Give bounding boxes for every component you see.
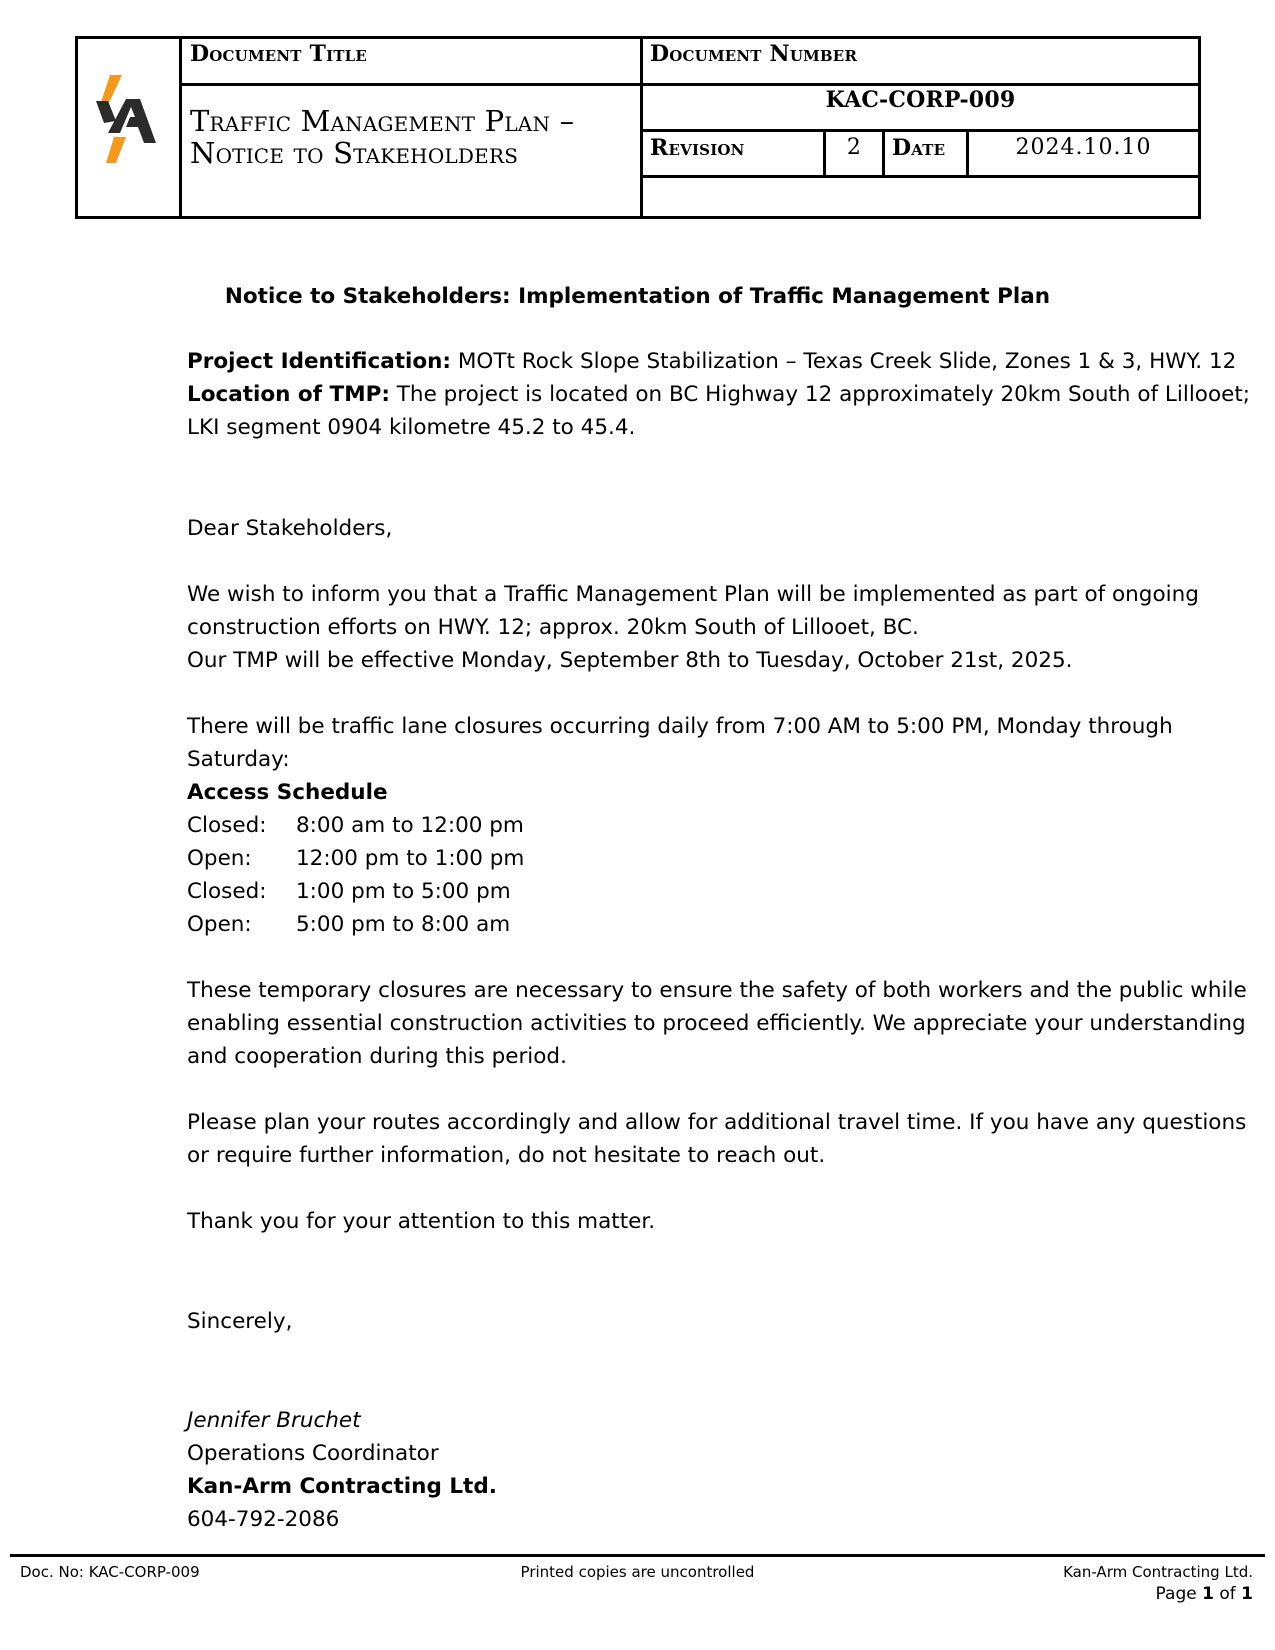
paragraph-4-line1: Please plan your routes accordingly and allow for additional travel time. If you have any questions: [187, 1110, 1247, 1135]
schedule-row: [187, 842, 1207, 875]
salutation: Dear Stakeholders,: [187, 516, 393, 541]
footer-rule: [10, 1554, 1265, 1557]
schedule-status: Open:: [187, 846, 252, 871]
paragraph-2-line2: Saturday:: [187, 747, 290, 772]
phone-number: 604-792-2086: [187, 1507, 340, 1532]
document-number: KAC-CORP-009: [825, 87, 1016, 113]
footer-doc-number: Doc. No: KAC-CORP-009: [20, 1563, 200, 1581]
footer-company: Kan-Arm Contracting Ltd.: [1063, 1563, 1253, 1581]
date-value: 2024.10.10: [1015, 135, 1152, 160]
schedule-heading: Access Schedule: [187, 780, 388, 805]
paragraph-2-line1: There will be traffic lane closures occurring daily from 7:00 AM to 5:00 PM, Monday through: [187, 714, 1173, 739]
thanks-line: Thank you for your attention to this matter.: [187, 1209, 656, 1234]
document-title-line1: Traffic Management Plan –: [190, 104, 575, 138]
footer-printed-note: Printed copies are uncontrolled: [520, 1563, 755, 1581]
company-name: Kan-Arm Contracting Ltd.: [187, 1474, 497, 1499]
revision-value: 2: [846, 135, 862, 160]
schedule-status: Open:: [187, 912, 252, 937]
notice-heading: Notice to Stakeholders: Implementation of Traffic Management Plan: [224, 284, 1051, 309]
schedule-time: 1:00 pm to 5:00 pm: [296, 879, 511, 904]
page-prefix: Page: [1155, 1584, 1203, 1604]
schedule-time: 12:00 pm to 1:00 pm: [296, 846, 525, 871]
paragraph-1-line1: We wish to inform you that a Traffic Management Plan will be implemented as part of ongoing: [187, 582, 1199, 607]
paragraph-1-line2: construction efforts on HWY. 12; approx. 20km South of Lillooet, BC.: [187, 615, 919, 640]
page-of: of: [1213, 1584, 1242, 1604]
project-label: Project Identification:: [187, 349, 452, 374]
document-header: [75, 36, 1201, 219]
date-caption: Date: [892, 135, 946, 161]
location-label: Location of TMP:: [187, 382, 390, 407]
page-total: 1: [1241, 1584, 1253, 1604]
schedule-status: Closed:: [187, 813, 267, 838]
paragraph-3-line1: These temporary closures are necessary to ensure the safety of both workers and the public while: [187, 978, 1247, 1003]
project-value: MOTt Rock Slope Stabilization – Texas Creek Slide, Zones 1 & 3, HWY. 12: [451, 349, 1237, 374]
schedule-row: [187, 908, 1207, 941]
signer-name: Jennifer Bruchet: [187, 1408, 361, 1433]
document-title-line2: Notice to Stakeholders: [190, 136, 519, 170]
page-current: 1: [1202, 1584, 1214, 1604]
paragraph-3-line3: and cooperation during this period.: [187, 1044, 567, 1069]
schedule-time: 8:00 am to 12:00 pm: [296, 813, 524, 838]
company-logo: [86, 71, 174, 171]
logo-icon: [86, 71, 174, 171]
revision-caption: Revision: [650, 135, 745, 161]
paragraph-1-line3: Our TMP will be effective Monday, September 8th to Tuesday, October 21st, 2025.: [187, 648, 1073, 673]
project-identification: [187, 345, 1237, 378]
schedule-row: [187, 809, 1207, 842]
document-title-caption: Document Title: [190, 41, 368, 67]
closing: Sincerely,: [187, 1309, 293, 1334]
schedule-status: Closed:: [187, 879, 267, 904]
location-of-tmp: [187, 378, 1251, 411]
location-line2: LKI segment 0904 kilometre 45.2 to 45.4.: [187, 415, 636, 440]
schedule-time: 5:00 pm to 8:00 am: [296, 912, 511, 937]
location-value: The project is located on BC Highway 12 approximately 20km South of Lillooet;: [389, 382, 1251, 407]
footer-page-number: [1156, 1584, 1253, 1604]
paragraph-3-line2: enabling essential construction activities to proceed efficiently. We appreciate your understanding: [187, 1011, 1246, 1036]
document-title: [190, 105, 574, 169]
signer-title: Operations Coordinator: [187, 1441, 439, 1466]
paragraph-4-line2: or require further information, do not hesitate to reach out.: [187, 1143, 826, 1168]
document-number-caption: Document Number: [650, 41, 858, 67]
schedule-row: [187, 875, 1207, 908]
